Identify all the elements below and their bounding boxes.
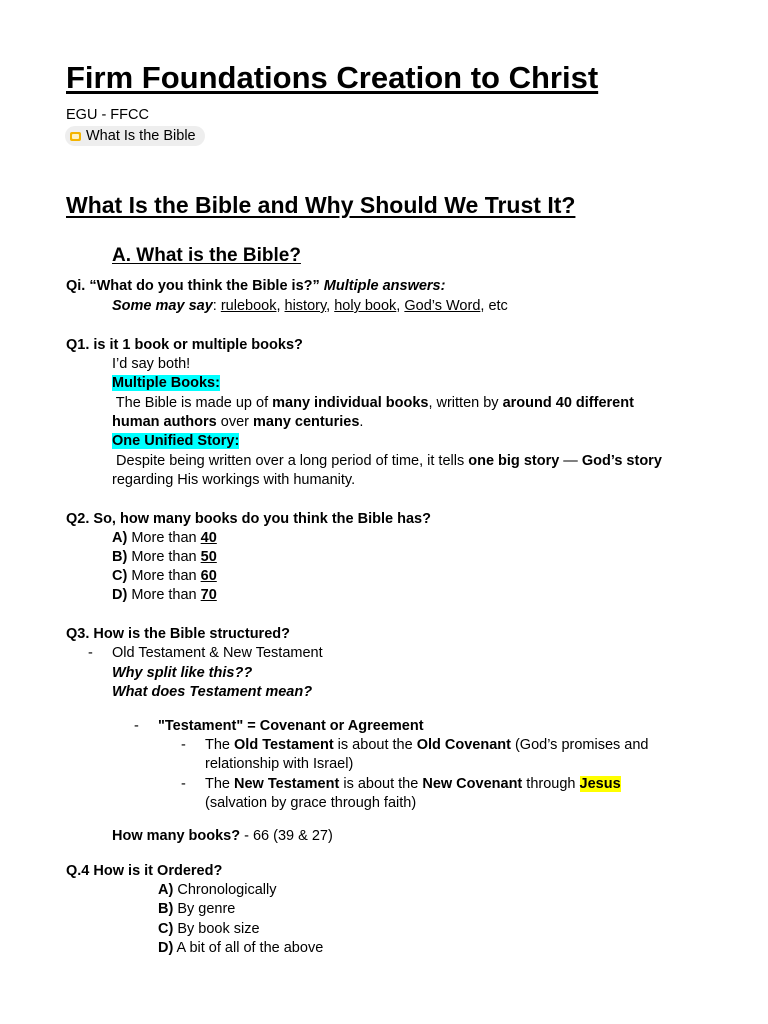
q4-option-c [158, 920, 260, 939]
qi-label: Qi. “What do you think the Bible is?” [66, 278, 320, 294]
qi-multiple: Multiple answers: [323, 278, 446, 294]
ot-dash: - [181, 737, 186, 753]
q2-number: 50 [200, 549, 217, 565]
q2-more-than: More than [127, 568, 201, 584]
q2-letter: C) [112, 568, 128, 584]
nt-bold-1: New Testament [234, 776, 340, 792]
q2-letter: B) [112, 549, 128, 565]
q2-letter: D) [112, 587, 128, 603]
mb-text-1: The Bible is made up of [112, 395, 273, 411]
nt-text-3: through [522, 776, 580, 792]
q2-option-b [112, 548, 217, 567]
q3-why-split: Why split like this?? [112, 665, 253, 681]
testament-definition: "Testament" = Covenant or Agreement [158, 718, 424, 734]
q4-letter: B) [158, 901, 174, 917]
q2-number: 60 [200, 568, 217, 584]
doc-title: Firm Foundations Creation to Christ [66, 60, 599, 95]
qi-answer-rulebook: rulebook [220, 298, 277, 314]
qi-answer-holy-book: holy book [334, 298, 397, 314]
testament-dash: - [134, 718, 139, 734]
q4-option-a [158, 881, 276, 900]
unified-story-line2: regarding His workings with humanity. [112, 472, 356, 488]
q4-option-b [158, 900, 235, 919]
document-chip[interactable] [65, 126, 205, 146]
nt-bold-2: New Covenant [422, 776, 523, 792]
ot-line1 [205, 736, 649, 755]
q3-what-testament: What does Testament mean? [112, 684, 313, 700]
mb-text-2: , written by [428, 395, 503, 411]
us-text-2: — [559, 453, 582, 469]
qi-colon: : [212, 298, 217, 314]
qi-answer-gods-word: God’s Word [404, 298, 481, 314]
mb-text-4: . [359, 414, 364, 430]
unified-story-line1 [112, 452, 662, 471]
nt-line2: (salvation by grace through faith) [205, 795, 417, 811]
qi-some-may-say: Some may say [112, 298, 213, 314]
qi-sep: , [326, 298, 331, 314]
q3-question: Q3. How is the Bible structured? [66, 626, 290, 642]
nt-dash: - [181, 776, 186, 792]
jesus-highlight: Jesus [579, 776, 621, 792]
q2-more-than: More than [127, 587, 201, 603]
q2-number: 70 [200, 587, 217, 603]
q2-more-than: More than [127, 549, 201, 565]
q2-letter: A) [112, 530, 128, 546]
qi-etc: , etc [480, 298, 508, 314]
nt-line1 [205, 775, 621, 794]
multiple-books-highlight: Multiple Books: [112, 375, 220, 391]
q4-text: By book size [173, 921, 260, 937]
ot-text-2: is about the [333, 737, 417, 753]
q4-option-d [158, 939, 323, 958]
nt-text-2: is about the [339, 776, 423, 792]
ot-text-3: (God’s promises and [510, 737, 649, 753]
q2-number: 40 [200, 530, 217, 546]
mb-bold-1: many individual books [272, 395, 429, 411]
qi-answer-history: history [284, 298, 327, 314]
mb-bold-4: many centuries [253, 414, 360, 430]
q2-more-than: More than [127, 530, 201, 546]
ot-bold-2: Old Covenant [416, 737, 511, 753]
nt-text-1: The [205, 776, 235, 792]
section-title: What Is the Bible and Why Should We Trust It? [66, 192, 576, 218]
us-bold-2: God’s story [581, 453, 662, 469]
q3-item-testaments: Old Testament & New Testament [112, 645, 323, 661]
doc-subtitle: EGU - FFCC [66, 107, 149, 123]
mb-bold-3: human authors [112, 414, 217, 430]
multiple-books-line1 [112, 394, 634, 413]
q4-text: Chronologically [173, 882, 277, 898]
q2-option-a [112, 529, 217, 548]
unified-story-label [112, 432, 239, 451]
q2-question: Q2. So, how many books do you think the Bible has? [66, 511, 431, 527]
chip-label: What Is the Bible [86, 128, 196, 144]
mb-bold-2: around 40 different [502, 395, 634, 411]
qi-sep: , [396, 298, 401, 314]
ot-bold-1: Old Testament [234, 737, 334, 753]
ot-text-1: The [205, 737, 235, 753]
q4-letter: D) [158, 940, 174, 956]
us-bold-1: one big story [468, 453, 560, 469]
qi-answers [112, 297, 508, 316]
q4-text: By genre [173, 901, 236, 917]
q1-answer: I’d say both! [112, 356, 191, 372]
q2-option-c [112, 567, 217, 586]
q4-question: Q.4 How is it Ordered? [66, 863, 223, 879]
part-a-title: A. What is the Bible? [112, 245, 301, 266]
multiple-books-label [112, 374, 220, 393]
slides-icon [70, 132, 81, 141]
us-text-1: Despite being written over a long period of time, it tells [112, 453, 469, 469]
how-many-books-label: How many books? [112, 828, 241, 844]
q1-question: Q1. is it 1 book or multiple books? [66, 337, 303, 353]
qi-question [66, 277, 445, 296]
how-many-books-value: - 66 (39 & 27) [240, 828, 333, 844]
multiple-books-line2 [112, 413, 363, 432]
mb-text-3: over [216, 414, 253, 430]
q2-option-d [112, 586, 217, 605]
q3-bullet-dash: - [88, 645, 93, 661]
unified-story-highlight: One Unified Story: [112, 433, 240, 449]
q4-letter: C) [158, 921, 174, 937]
q4-letter: A) [158, 882, 174, 898]
ot-line2: relationship with Israel) [205, 756, 354, 772]
q4-text: A bit of all of the above [173, 940, 324, 956]
qi-sep: , [276, 298, 281, 314]
how-many-books [112, 827, 333, 846]
